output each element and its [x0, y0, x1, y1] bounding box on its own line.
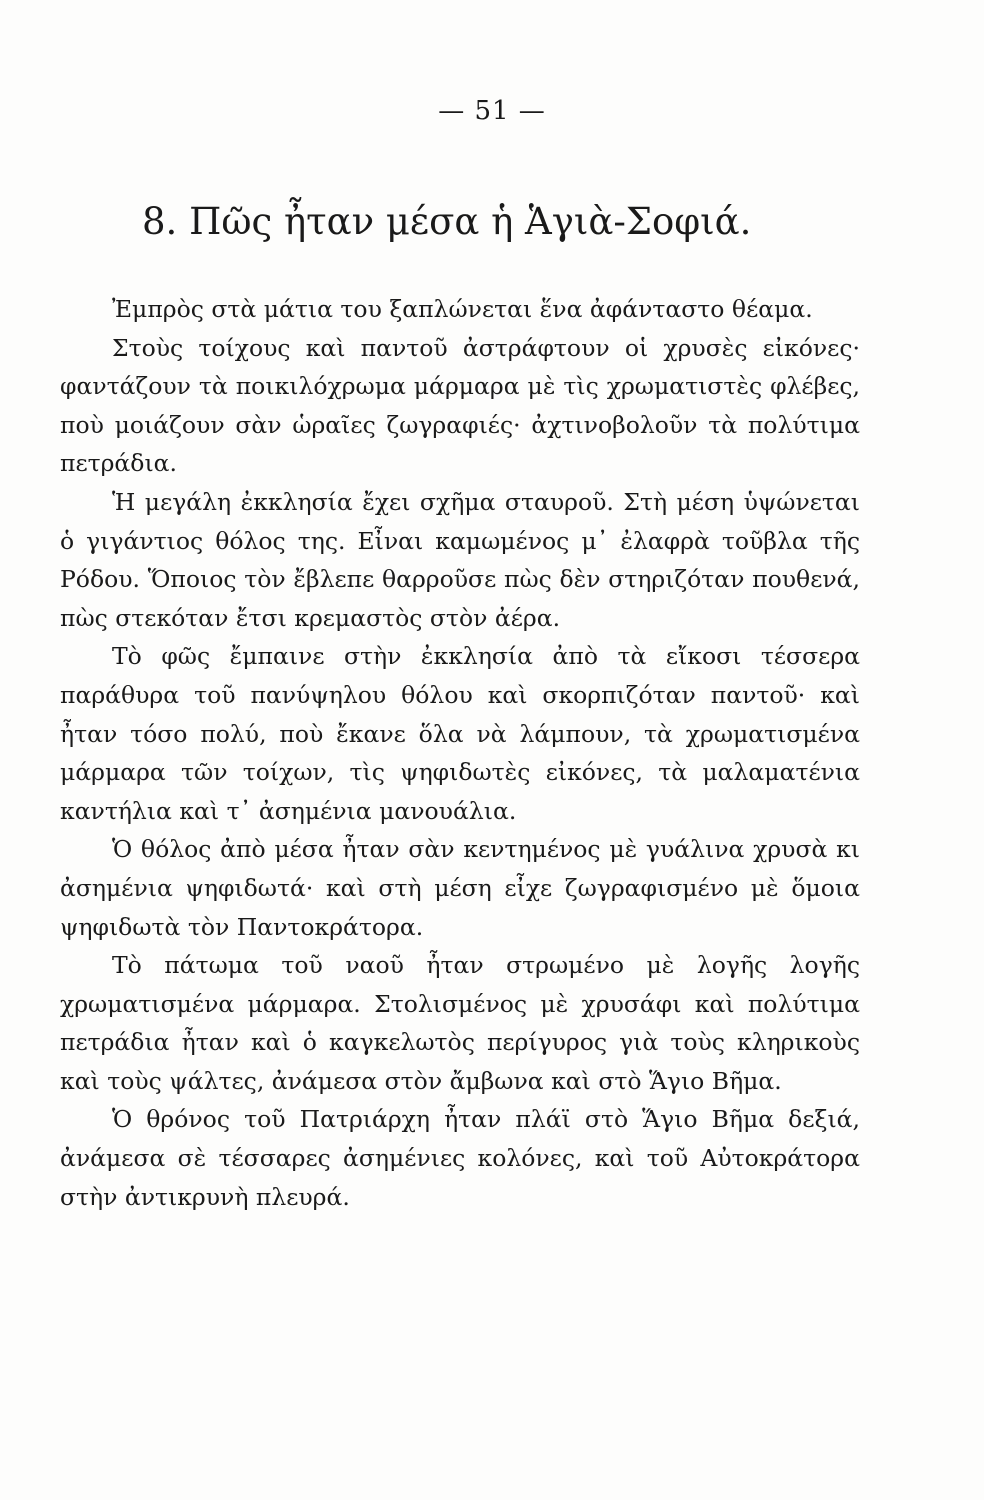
paragraph: Ἡ μεγάλη ἐκκλησία ἔχει σχῆμα σταυροῦ. Στὴ μέση ὑψώνεται ὁ γιγάντιος θόλος της. Εἶναι καμωμένος μ᾿ ἐλαφρὰ τοῦβλα τῆς Ρόδου. Ὅποιος τὸν ἔβλεπε θαρροῦσε πὼς δὲν στηριζόταν πουθενά, πὼς στεκόταν ἔτσι κρεμαστὸς στὸν ἀέρα. — [60, 487, 860, 632]
paragraph: Τὸ πάτωμα τοῦ ναοῦ ἦταν στρωμένο μὲ λογῆς λογῆς χρωματισμένα μάρμαρα. Στολισμένος μὲ χρυσάφι καὶ πολύτιμα πετράδια ἦταν καὶ ὁ καγκελωτὸς περίγυρος γιὰ τοὺς κληρικοὺς καὶ τοὺς ψάλτες, ἀνάμεσα στὸν ἄμβωνα καὶ στὸ Ἅγιο Βῆμα. — [60, 951, 860, 1095]
paragraph: Ὁ θρόνος τοῦ Πατριάρχη ἦταν πλάϊ στὸ Ἅγιο Βῆμα δεξιά, ἀνάμεσα σὲ τέσσαρες ἀσημένιες κολόνες, καὶ τοῦ Αὐτοκράτορα στὴν ἀντικρυνὴ πλευρά. — [60, 1105, 860, 1211]
paragraph: Στοὺς τοίχους καὶ παντοῦ ἀστράφτουν οἱ χρυσὲς εἰκόνες· φαντάζουν τὰ ποικιλόχρωμα μάρμαρα μὲ τὶς χρωματιστὲς φλέβες, ποὺ μοιάζουν σὰν ὡραῖες ζωγραφιές· ἀχτινοβολοῦν τὰ πολύτιμα πετράδια. — [60, 333, 860, 478]
paragraph: Ὁ θόλος ἀπὸ μέσα ἦταν σὰν κεντημένος μὲ γυάλινα χρυσὰ κι ἀσημένια ψηφιδωτά· καὶ στὴ μέση εἶχε ζωγραφισμένο μὲ ὅμοια ψηφιδωτὰ τὸν Παντοκράτορα. — [60, 835, 860, 941]
page-number: — 51 — — [438, 96, 546, 126]
chapter-title: 8. Πῶς ἦταν μέσα ἡ Ἁγιὰ-Σοφιά. — [142, 200, 752, 243]
chapter-body — [60, 290, 860, 1216]
paragraph: Ἐμπρὸς στὰ μάτια του ξαπλώνεται ἕνα ἀφάνταστο θέαμα. — [112, 295, 813, 323]
paragraph: Τὸ φῶς ἔμπαινε στὴν ἐκκλησία ἀπὸ τὰ εἴκοσι τέσσερα παράθυρα τοῦ πανύψηλου θόλου καὶ σκορπιζόταν παντοῦ· καὶ ἦταν τόσο πολύ, ποὺ ἔκανε ὅλα νὰ λάμπουν, τὰ χρωματισμένα μάρμαρα τῶν τοίχων, τὶς ψηφιδωτὲς εἰκόνες, τὰ μαλαματένια καντήλια καὶ τ᾿ ἀσημένια μανουάλια. — [60, 642, 860, 825]
